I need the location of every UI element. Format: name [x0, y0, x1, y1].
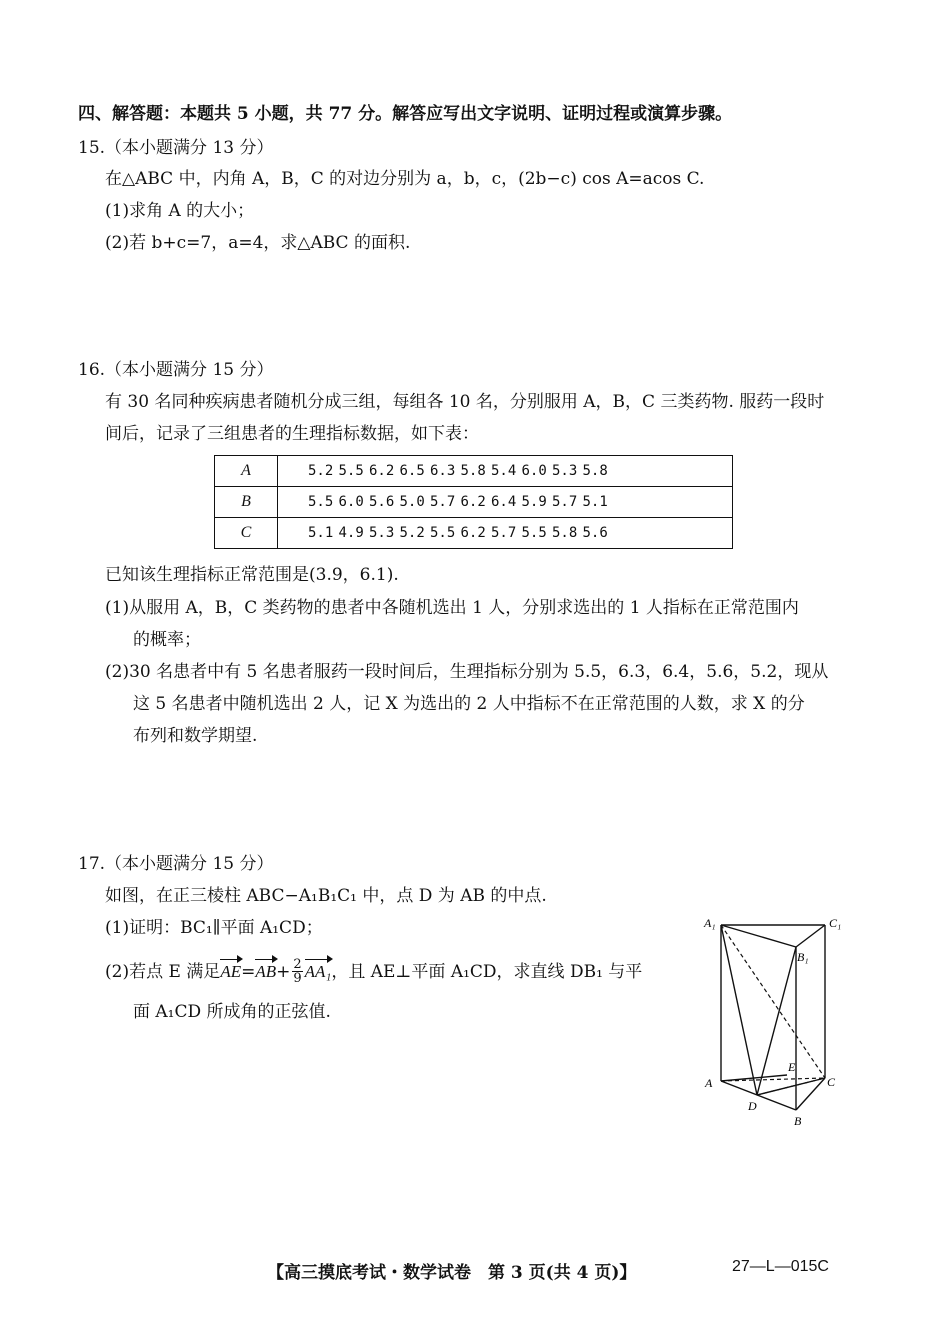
cell-value: 6.0	[521, 463, 547, 479]
cell-value: 5.8	[582, 463, 608, 479]
q17-part1: (1)证明：BC₁∥平面 A₁CD；	[105, 918, 323, 938]
equals-sign: =	[241, 961, 256, 982]
cell-value: 5.6	[582, 525, 608, 541]
cell-value: 5.9	[521, 494, 547, 510]
q16-header: 16.（本小题满分 15 分）	[78, 360, 274, 380]
table-row	[215, 456, 733, 487]
q15-part2: (2)若 b+c=7，a=4，求△ABC 的面积.	[105, 233, 411, 253]
cell-value: 5.7	[491, 525, 517, 541]
row-values	[278, 456, 733, 487]
fraction-numerator: 2	[293, 957, 302, 972]
q15-part1: (1)求角 A 的大小；	[105, 201, 255, 221]
row-label: C	[215, 518, 278, 549]
cell-value: 6.4	[491, 494, 517, 510]
table-row	[215, 487, 733, 518]
cell-value: 5.8	[460, 463, 486, 479]
label-a: A	[705, 1076, 713, 1090]
cell-value: 5.3	[369, 525, 395, 541]
row-values	[278, 487, 733, 518]
cell-value: 6.0	[338, 494, 364, 510]
vector-ab: AB	[255, 961, 277, 981]
q17-part2-line2: 面 A₁CD 所成角的正弦值.	[133, 1002, 331, 1022]
cell-value: 5.5	[521, 525, 547, 541]
cell-value: 6.2	[460, 494, 486, 510]
fraction	[292, 958, 302, 985]
q17-part2-line1	[105, 958, 642, 985]
cell-value: 5.5	[338, 463, 364, 479]
footer-title: 【高三摸底考试・数学试卷 第 3 页(共 4 页)】	[267, 1263, 637, 1283]
edge-ab	[721, 1081, 796, 1110]
row-values	[278, 518, 733, 549]
cell-value: 5.7	[430, 494, 456, 510]
cell-value: 5.1	[308, 525, 334, 541]
cell-value: 5.3	[552, 463, 578, 479]
q16-part1-line2: 的概率；	[133, 630, 201, 650]
cell-value: 5.8	[552, 525, 578, 541]
cell-value: 5.1	[582, 494, 608, 510]
edge-a1b1	[721, 925, 796, 947]
q16-stem-line2: 间后，记录了三组患者的生理指标数据，如下表：	[105, 424, 479, 444]
label-e: E	[788, 1060, 796, 1074]
label-b1: B₁	[797, 950, 809, 964]
q17-stem: 如图，在正三棱柱 ABC−A₁B₁C₁ 中，点 D 为 AB 的中点.	[105, 886, 547, 906]
edge-b1c1	[796, 925, 825, 947]
segment-dc-dashed	[757, 1078, 825, 1095]
q16-part2-line2: 这 5 名患者中随机选出 2 人，记 X 为选出的 2 人中指标不在正常范围的人数，求 X 的分	[133, 694, 805, 714]
plus-sign: +	[276, 961, 291, 982]
table-row	[215, 518, 733, 549]
cell-value: 5.2	[399, 525, 425, 541]
q15-header: 15.（本小题满分 13 分）	[78, 138, 274, 158]
cell-value: 5.6	[369, 494, 395, 510]
prism-figure	[690, 905, 850, 1135]
vector-ae: AE	[220, 961, 242, 981]
cell-value: 5.4	[491, 463, 517, 479]
paper-code: 27—L—015C	[732, 1258, 829, 1275]
q15-stem: 在△ABC 中，内角 A，B，C 的对边分别为 a，b，c，(2b−c) cos A=acos C.	[105, 169, 705, 189]
q16-part1-line1: (1)从服用 A，B，C 类药物的患者中各随机选出 1 人，分别求选出的 1 人指标在正常范围内	[105, 598, 799, 618]
cell-value: 6.5	[399, 463, 425, 479]
row-label: A	[215, 456, 278, 487]
q16-normal-range: 已知该生理指标正常范围是(3.9，6.1).	[105, 565, 399, 585]
label-d: D	[748, 1099, 757, 1113]
q16-part2-line1: (2)30 名患者中有 5 名患者服药一段时间后，生理指标分别为 5.5，6.3，6.4，5.6，5.2，现从	[105, 662, 829, 682]
q17-part2-prefix: (2)若点 E 满足	[105, 961, 221, 982]
section-heading: 四、解答题：本题共 5 小题，共 77 分。解答应写出文字说明、证明过程或演算步骤。	[78, 104, 733, 124]
cell-value: 6.2	[460, 525, 486, 541]
fraction-denominator: 9	[293, 971, 302, 986]
label-c: C	[827, 1075, 836, 1089]
q16-stem-line1: 有 30 名同种疾病患者随机分成三组，每组各 10 名，分别服用 A，B，C 三类药物. 服药一段时	[105, 392, 825, 412]
cell-value: 5.5	[430, 525, 456, 541]
cell-value: 5.7	[552, 494, 578, 510]
q17-part2-suffix: ，且 AE⊥平面 A₁CD，求直线 DB₁ 与平	[331, 961, 643, 982]
cell-value: 5.5	[308, 494, 334, 510]
label-c1: C₁	[829, 916, 842, 930]
cell-value: 5.2	[308, 463, 334, 479]
cell-value: 6.2	[369, 463, 395, 479]
vector-aa1: AA₁	[304, 961, 332, 981]
cell-value: 4.9	[338, 525, 364, 541]
cell-value: 6.3	[430, 463, 456, 479]
label-b: B	[794, 1114, 802, 1128]
cell-value: 5.0	[399, 494, 425, 510]
q17-header: 17.（本小题满分 15 分）	[78, 854, 274, 874]
q16-part2-line3: 布列和数学期望.	[133, 726, 258, 746]
data-table	[214, 455, 733, 549]
label-a1: A₁	[704, 916, 716, 930]
edge-bc	[796, 1078, 825, 1110]
row-label: B	[215, 487, 278, 518]
